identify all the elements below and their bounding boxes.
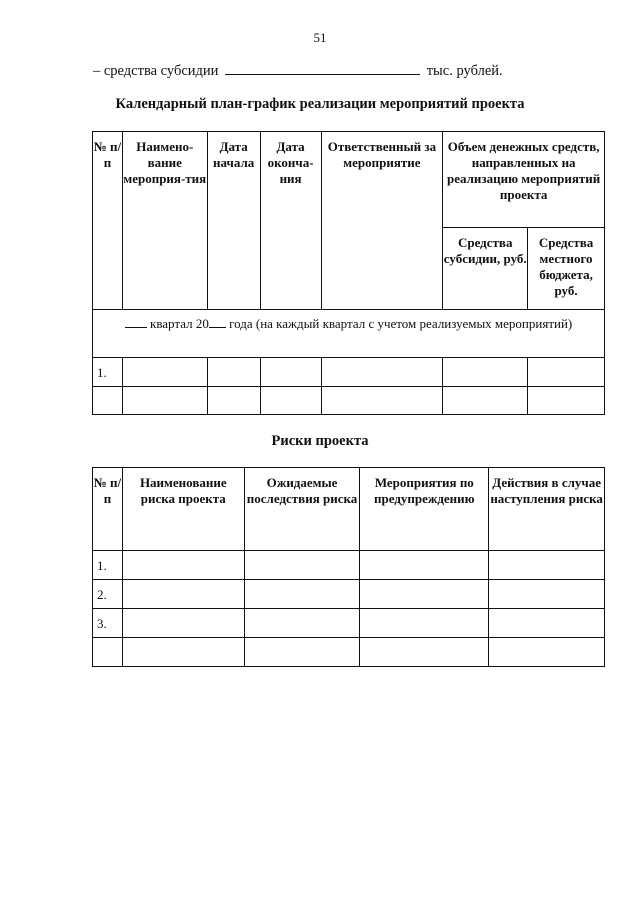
header-responsible: Ответственный за мероприятие [321,132,443,310]
table-row [93,551,605,580]
table-cell [489,551,605,580]
table-cell [260,387,321,415]
table-cell [489,580,605,609]
table-row [93,638,605,667]
quarter-row [93,310,605,358]
plan-table-title: Календарный план-график реализации мероприятий проекта [115,96,525,112]
table-cell [321,358,443,387]
table-cell [122,638,244,667]
table-cell [360,609,489,638]
subsidy-label: – средства субсидии [93,63,219,79]
table-cell [528,358,605,387]
table-cell [122,580,244,609]
table-cell [244,551,360,580]
table-cell [207,358,260,387]
table-cell [489,609,605,638]
quarter-label: квартал 20 [150,316,209,331]
table-cell [244,580,360,609]
header-start-date: Дата начала [207,132,260,310]
table-row [93,387,605,415]
table-cell [360,551,489,580]
risk-header-consequences: Ожидаемые последствия риска [244,468,360,551]
table-cell [122,387,207,415]
table-row [93,580,605,609]
table-cell [244,609,360,638]
row-number [93,638,123,667]
year-blank [209,316,226,328]
subsidy-line [93,62,503,80]
header-event-name: Наимено-вание мероприя-тия [122,132,207,310]
subsidy-amount-blank [225,62,420,75]
header-end-date: Дата оконча-ния [260,132,321,310]
row-number: 1. [93,358,123,387]
table-cell [489,638,605,667]
subsidy-unit: тыс. рублей. [426,63,503,79]
header-num: № п/п [93,132,123,310]
table-cell [122,358,207,387]
table-cell [360,638,489,667]
table-cell [360,580,489,609]
table-cell [207,387,260,415]
risk-table-title: Риски проекта [271,433,369,449]
page-number: 51 [313,30,327,45]
row-number: 2. [93,580,123,609]
table-cell [122,609,244,638]
row-number: 1. [93,551,123,580]
quarter-note: года (на каждый квартал с учетом реализуемых мероприятий) [229,316,573,331]
table-cell [244,638,360,667]
risk-table [92,467,605,667]
table-cell [443,358,528,387]
table-cell [528,387,605,415]
row-number: 3. [93,609,123,638]
header-local-budget: Средства местного бюджета, руб. [528,228,605,310]
risk-header-actions: Действия в случае наступления риска [489,468,605,551]
table-cell [443,387,528,415]
header-funding-volume: Объем денежных средств, направленных на реализацию мероприятий проекта [443,132,605,228]
risk-header-num: № п/п [93,468,123,551]
risk-header-name: Наименование риска проекта [122,468,244,551]
header-subsidy-funds: Средства субсидии, руб. [443,228,528,310]
table-cell [260,358,321,387]
row-number [93,387,123,415]
plan-table [92,131,605,415]
risk-header-prevention: Мероприятия по предупреждению [360,468,489,551]
table-row [93,358,605,387]
table-row [93,609,605,638]
quarter-blank [125,316,147,328]
table-cell [122,551,244,580]
table-cell [321,387,443,415]
